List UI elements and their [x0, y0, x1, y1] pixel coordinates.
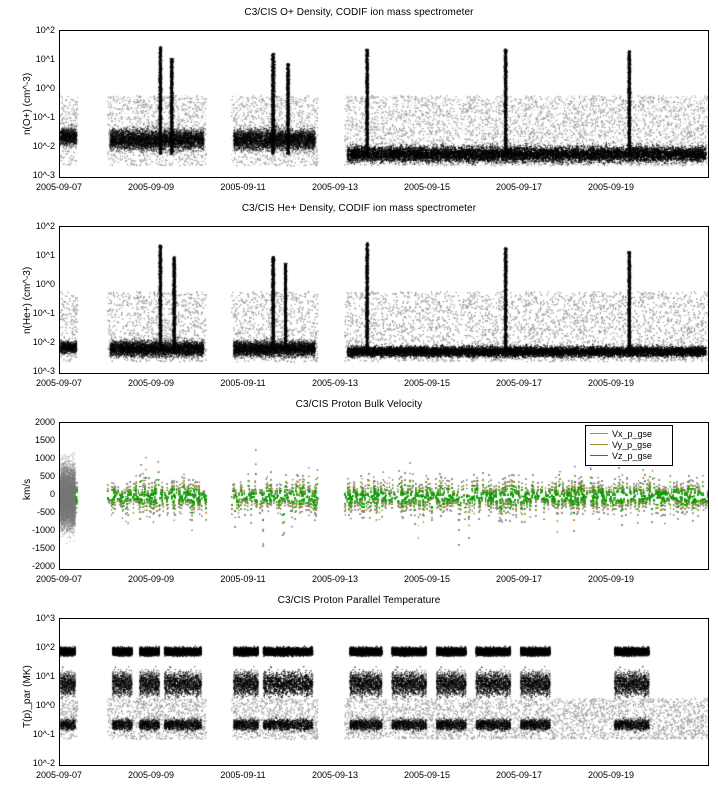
xtick-o-plus-5: 2005-09-17 [495, 182, 543, 192]
legend-entry-vy [590, 439, 668, 450]
legend-swatch-vz [590, 452, 608, 460]
panel-title-he-plus: C3/CIS He+ Density, CODIF ion mass spectrometer [241, 203, 477, 214]
ytick-velocity-4: 0 [49, 489, 55, 499]
ytick-temperature-4: 10^-1 [32, 729, 55, 739]
xtick-he-plus-4: 2005-09-15 [403, 378, 451, 388]
panel-temperature [0, 588, 718, 798]
ytick-he-plus-0: 10^2 [35, 221, 55, 231]
ytick-velocity-2: 1000 [34, 453, 55, 463]
panel-o-plus [0, 0, 718, 200]
ytick-velocity-6: -1000 [31, 525, 55, 535]
ytick-velocity-0: 2000 [34, 417, 55, 427]
xtick-o-plus-4: 2005-09-15 [403, 182, 451, 192]
ytick-he-plus-5: 10^-3 [32, 366, 55, 376]
legend-swatch-vx [590, 430, 608, 438]
plot-area-o-plus [59, 30, 709, 178]
xtick-o-plus-1: 2005-09-09 [127, 182, 175, 192]
xtick-velocity-2: 2005-09-11 [220, 574, 266, 584]
legend-velocity [585, 425, 673, 466]
data-points-temperature [60, 619, 708, 765]
xtick-he-plus-5: 2005-09-17 [495, 378, 543, 388]
ytick-velocity-1: 1500 [34, 435, 55, 445]
ytick-temperature-1: 10^2 [35, 642, 55, 652]
plot-area-temperature [59, 618, 709, 766]
ytick-he-plus-3: 10^-1 [32, 308, 55, 318]
legend-label-vx: Vx_p_gse [612, 428, 653, 439]
xtick-o-plus-0: 2005-09-07 [35, 182, 83, 192]
ytick-o-plus-4: 10^-2 [32, 141, 55, 151]
ytick-temperature-0: 10^3 [35, 613, 55, 623]
ytick-o-plus-3: 10^-1 [32, 112, 55, 122]
ytick-velocity-8: -2000 [31, 561, 55, 571]
xtick-velocity-6: 2005-09-19 [587, 574, 635, 584]
xtick-velocity-4: 2005-09-15 [403, 574, 451, 584]
legend-label-vz: Vz_p_gse [612, 450, 653, 461]
ytick-o-plus-0: 10^2 [35, 25, 55, 35]
panel-title-temperature: C3/CIS Proton Parallel Temperature [277, 595, 441, 606]
xtick-velocity-0: 2005-09-07 [35, 574, 83, 584]
data-points-o-plus [60, 31, 708, 177]
plot-area-he-plus [59, 226, 709, 374]
ytick-velocity-3: 500 [39, 471, 55, 481]
panel-title-velocity: C3/CIS Proton Bulk Velocity [295, 399, 423, 410]
ytick-o-plus-2: 10^0 [35, 83, 55, 93]
ytick-temperature-2: 10^1 [35, 671, 55, 681]
xtick-temperature-6: 2005-09-19 [587, 770, 635, 780]
xtick-temperature-3: 2005-09-13 [311, 770, 359, 780]
ytick-he-plus-4: 10^-2 [32, 337, 55, 347]
xtick-temperature-4: 2005-09-15 [403, 770, 451, 780]
data-points-he-plus [60, 227, 708, 373]
panel-velocity [0, 392, 718, 592]
legend-entry-vx [590, 428, 668, 439]
xtick-he-plus-0: 2005-09-07 [35, 378, 83, 388]
xtick-temperature-2: 2005-09-11 [220, 770, 266, 780]
ytick-velocity-5: -500 [36, 507, 55, 517]
legend-label-vy: Vy_p_gse [612, 439, 652, 450]
xtick-o-plus-2: 2005-09-11 [220, 182, 266, 192]
legend-entry-vz [590, 450, 668, 461]
ytick-temperature-5: 10^-2 [32, 758, 55, 768]
xtick-temperature-5: 2005-09-17 [495, 770, 543, 780]
axis-label-velocity: km/s [22, 478, 33, 500]
panel-title-o-plus: C3/CIS O+ Density, CODIF ion mass spectrometer [244, 7, 474, 18]
ytick-temperature-3: 10^0 [35, 700, 55, 710]
xtick-velocity-1: 2005-09-09 [127, 574, 175, 584]
axis-label-he-plus: n(He+) (cm^-3) [22, 266, 33, 334]
ytick-o-plus-5: 10^-3 [32, 170, 55, 180]
ytick-velocity-7: -1500 [31, 543, 55, 553]
xtick-o-plus-6: 2005-09-19 [587, 182, 635, 192]
axis-label-temperature: T(p)_par (MK) [22, 665, 33, 728]
legend-swatch-vy [590, 441, 608, 449]
xtick-temperature-1: 2005-09-09 [127, 770, 175, 780]
ytick-o-plus-1: 10^1 [35, 54, 55, 64]
xtick-he-plus-3: 2005-09-13 [311, 378, 359, 388]
axis-label-o-plus: n(O+) (cm^-3) [22, 72, 33, 135]
xtick-he-plus-1: 2005-09-09 [127, 378, 175, 388]
xtick-he-plus-2: 2005-09-11 [220, 378, 266, 388]
panel-he-plus [0, 196, 718, 396]
xtick-he-plus-6: 2005-09-19 [587, 378, 635, 388]
xtick-velocity-3: 2005-09-13 [311, 574, 359, 584]
xtick-o-plus-3: 2005-09-13 [311, 182, 359, 192]
xtick-velocity-5: 2005-09-17 [495, 574, 543, 584]
ytick-he-plus-1: 10^1 [35, 250, 55, 260]
xtick-temperature-0: 2005-09-07 [35, 770, 83, 780]
ytick-he-plus-2: 10^0 [35, 279, 55, 289]
